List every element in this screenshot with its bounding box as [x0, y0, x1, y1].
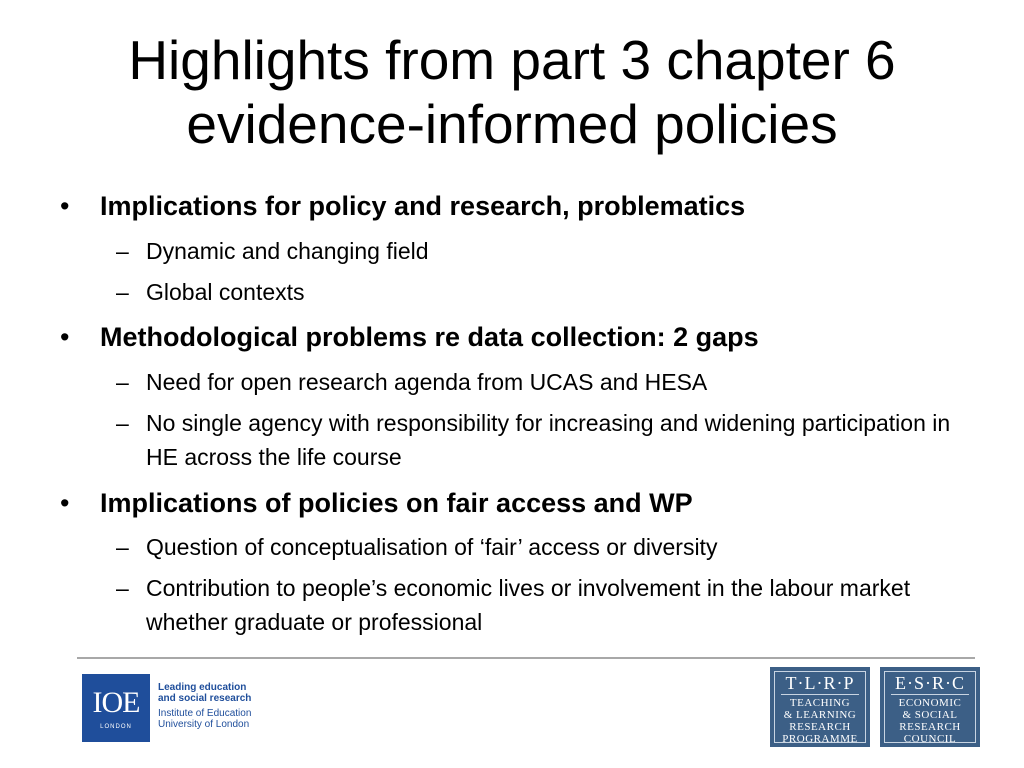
esrc-logo-line: ECONOMIC	[898, 697, 962, 709]
bullet-text: Methodological problems re data collection: 2 gaps	[100, 322, 759, 352]
tlrp-logo-rule	[781, 694, 859, 695]
slide-title-line-1: Highlights from part 3 chapter 6	[128, 29, 896, 91]
tlrp-logo-line: RESEARCH	[789, 721, 851, 733]
sub-bullet-text: Dynamic and changing field	[146, 238, 429, 264]
sub-bullet-item	[116, 365, 976, 399]
bullet-text: Implications for policy and research, problematics	[100, 191, 746, 221]
sub-bullet-item	[116, 571, 976, 639]
ioe-institution-name: Institute of Education	[158, 708, 252, 719]
sub-bullet-item	[116, 234, 976, 268]
esrc-logo-head: E·S·R·C	[895, 673, 965, 693]
tlrp-logo-line: & LEARNING	[783, 709, 857, 721]
footer-divider	[77, 657, 975, 659]
dash-marker: –	[116, 534, 129, 560]
dash-marker: –	[116, 369, 129, 395]
slide-title-line-2: evidence-informed policies	[186, 93, 838, 155]
sub-bullet-text: Question of conceptualisation of ‘fair’ access or diversity	[146, 534, 718, 560]
sub-bullet-text: Contribution to people’s economic lives or involvement in the labour market whether graduate or professional	[146, 575, 911, 635]
tlrp-logo-head: T·L·R·P	[785, 673, 855, 693]
ioe-logo-city: LONDON	[100, 724, 132, 730]
sub-bullet-text: Global contexts	[146, 279, 305, 305]
esrc-logo-line: & SOCIAL	[902, 709, 958, 721]
dash-marker: –	[116, 410, 129, 436]
ioe-tagline-1: Leading education	[158, 682, 247, 693]
tlrp-logo	[770, 667, 870, 747]
ioe-logo-mark	[82, 674, 150, 742]
esrc-logo-line: COUNCIL	[903, 733, 957, 745]
sub-bullet-item	[116, 530, 976, 564]
tlrp-logo-line: TEACHING	[789, 697, 851, 709]
bullet-text: Implications of policies on fair access and WP	[100, 488, 693, 518]
dash-marker: –	[116, 575, 129, 601]
dash-marker: –	[116, 238, 129, 264]
esrc-logo-rule	[891, 694, 969, 695]
sub-bullet-text: No single agency with responsibility for increasing and widening participation in HE across the life course	[146, 410, 951, 470]
sub-bullet-text: Need for open research agenda from UCAS and HESA	[146, 369, 708, 395]
bullet-marker: •	[60, 488, 70, 518]
ioe-tagline-2: and social research	[158, 693, 252, 704]
bullet-marker: •	[60, 322, 70, 352]
sub-bullet-item	[116, 275, 976, 309]
dash-marker: –	[116, 279, 129, 305]
esrc-logo-line: RESEARCH	[899, 721, 961, 733]
ioe-logo	[82, 674, 250, 742]
sub-bullet-item	[116, 406, 976, 474]
esrc-logo	[880, 667, 980, 747]
bullet-marker: •	[60, 191, 70, 221]
ioe-logo-text	[158, 682, 251, 730]
ioe-university-name: University of London	[158, 719, 250, 730]
ioe-logo-letters: IOE	[92, 686, 140, 719]
tlrp-logo-line: PROGRAMME	[782, 733, 858, 745]
